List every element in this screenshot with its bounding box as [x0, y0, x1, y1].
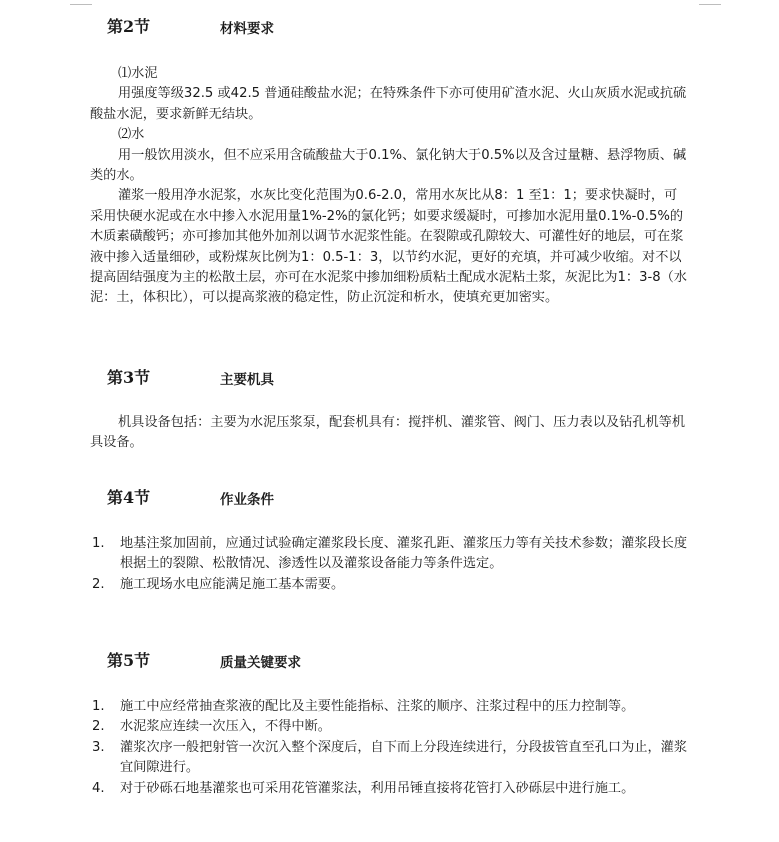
list-item — [90, 697, 690, 717]
list-text: 对于砂砾石地基灌浆也可采用花管灌浆法，利用吊锤直接将花管打入砂砾层中进行施工。 — [120, 780, 635, 796]
page-corner-mark-right — [699, 0, 721, 5]
section-body — [90, 413, 690, 454]
section-number: 第3节 — [107, 368, 151, 387]
list-text: 施工现场水电应能满足施工基本需要。 — [120, 576, 345, 592]
numbered-list — [90, 534, 690, 595]
section-title: 质量关键要求 — [220, 655, 301, 671]
list-text: 地基注浆加固前，应通过试验确定灌浆段长度、灌浆孔距、灌浆压力等有关技术参数；灌浆段长度根据土的裂隙、松散情况、渗透性以及灌浆设备能力等条件选定。 — [120, 536, 688, 572]
subheading: ⑴水泥 — [118, 66, 158, 81]
list-number: 2. — [92, 719, 105, 735]
list-number: 2. — [92, 576, 105, 592]
list-item — [90, 779, 690, 799]
section-title: 材料要求 — [220, 21, 274, 37]
section-title: 主要机具 — [220, 372, 274, 388]
page-corner-mark-left — [70, 0, 92, 5]
section-body — [90, 534, 690, 595]
section-number: 第5节 — [107, 651, 151, 670]
section-number: 第2节 — [107, 17, 151, 36]
section-number: 第4节 — [107, 488, 151, 507]
section-body — [90, 64, 690, 309]
paragraph: 用一般饮用淡水，但不应采用含硫酸盐大于0.1%、氯化钠大于0.5%以及含过量糖、悬浮物质、碱类的水。 — [90, 147, 687, 184]
list-number: 1. — [92, 699, 105, 714]
paragraph: 灌浆一般用净水泥浆，水灰比变化范围为0.6-2.0，常用水灰比从8：1 至1：1；要求快凝时，可采用快硬水泥或在水中掺入水泥用量1%-2%的氯化钙；如要求缓凝时，可掺加水泥用量0.1%-0.5%的木质素磺酸钙；亦可掺加其他外加剂以调节水泥浆性能。在裂隙或孔隙较大、可灌性好的地层，可在浆液中掺入适量细砂，或粉煤灰比例为1：0.5-1：3，以节约水泥，更好的充填，并可减少收缩。对不以提高固结强度为主的松散土层，亦可在水泥浆中掺加细粉质粘土配成水泥粘土浆，灰泥比为1：3-8（水泥：土，体积比），可以提高浆液的稳定性，防止沉淀和析水，使填充更加密实。 — [90, 188, 687, 306]
list-text: 水泥浆应连续一次压入，不得中断。 — [120, 719, 331, 735]
subheading: ⑵水 — [118, 127, 145, 143]
list-item — [90, 738, 690, 779]
paragraph: 用强度等级32.5 或42.5 普通硅酸盐水泥；在特殊条件下亦可使用矿渣水泥、火山灰质水泥或抗硫酸盐水泥，要求新鲜无结块。 — [90, 86, 687, 122]
list-item — [90, 534, 690, 575]
list-number: 1. — [92, 536, 105, 551]
list-number: 3. — [92, 739, 105, 755]
list-item — [90, 717, 690, 737]
list-number: 4. — [92, 780, 105, 796]
section-body — [90, 697, 690, 799]
paragraph: 机具设备包括：主要为水泥压浆泵，配套机具有：搅拌机、灌浆管、阀门、压力表以及钻孔机等机具设备。 — [90, 415, 686, 451]
list-text: 施工中应经常抽查浆液的配比及主要性能指标、注浆的顺序、注浆过程中的压力控制等。 — [120, 699, 635, 714]
section-title: 作业条件 — [220, 492, 274, 508]
list-text: 灌浆次序一般把射管一次沉入整个深度后，自下而上分段连续进行，分段拔管直至孔口为止，灌浆宜间隙进行。 — [120, 739, 688, 776]
numbered-list — [90, 697, 690, 799]
list-item — [90, 575, 690, 595]
